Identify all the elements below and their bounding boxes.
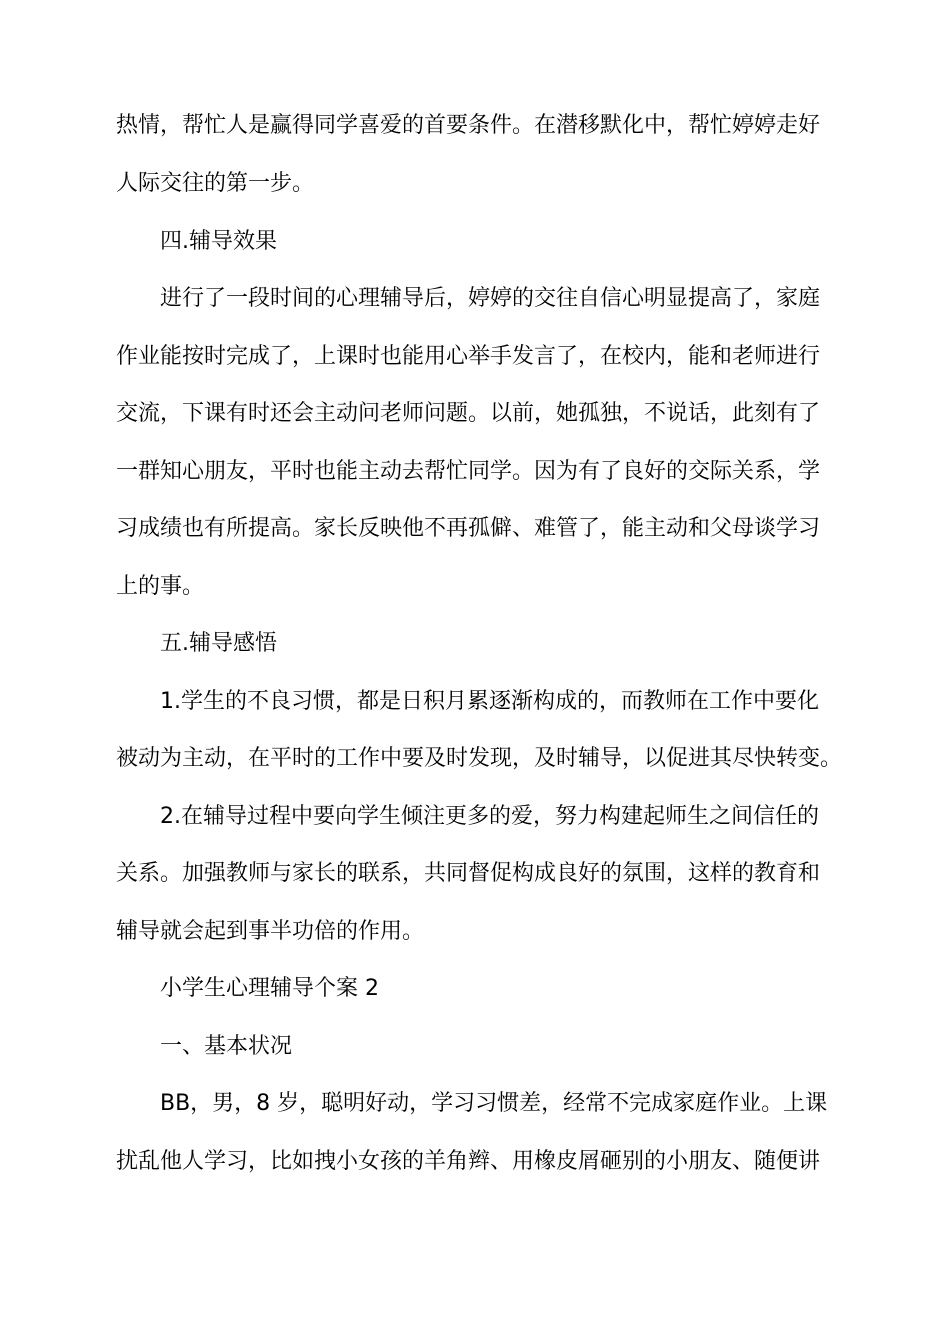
text-line: 作业能按时完成了，上课时也能用心举手发言了，在校内，能和老师进行 [116,344,821,369]
text-line: 进行了一段时间的心理辅导后，婷婷的交往自信心明显提高了，家庭 [160,286,821,311]
text-line: 热情，帮忙人是赢得同学喜爱的首要条件。在潜移默化中，帮忙婷婷走好 [116,113,821,138]
text-line: 一群知心朋友，平时也能主动去帮忙同学。因为有了良好的交际关系，学 [116,459,821,484]
case-title: 小学生心理辅导个案 2 [160,976,379,1001]
text-line: 扰乱他人学习，比如拽小女孩的羊角辫、用橡皮屑砸别的小朋友、随便讲 [116,1149,821,1174]
text-line: 1.学生的不良习惯，都是日积月累逐渐构成的，而教师在工作中要化 [160,689,819,714]
section-heading: 四.辅导效果 [160,229,277,254]
text-line: BB，男，8 岁，聪明好动，学习习惯差，经常不完成家庭作业。上课 [160,1091,828,1116]
text-line: 2.在辅导过程中要向学生倾注更多的爱，努力构建起师生之间信任的 [160,804,819,829]
text-line: 关系。加强教师与家长的联系，共同督促构成良好的氛围，这样的教育和 [116,861,821,886]
text-line: 被动为主动，在平时的工作中要及时发现，及时辅导，以促进其尽快转变。 [116,746,843,771]
text-line: 交流，下课有时还会主动问老师问题。以前，她孤独，不说话，此刻有了 [116,401,821,426]
section-heading: 五.辅导感悟 [160,631,277,656]
text-line: 习成绩也有所提高。家长反映他不再孤僻、难管了，能主动和父母谈学习 [116,516,821,541]
text-line: 上的事。 [116,574,205,599]
text-line: 辅导就会起到事半功倍的作用。 [116,919,425,944]
section-heading: 一、基本状况 [160,1034,293,1059]
text-line: 人际交往的第一步。 [116,171,315,196]
